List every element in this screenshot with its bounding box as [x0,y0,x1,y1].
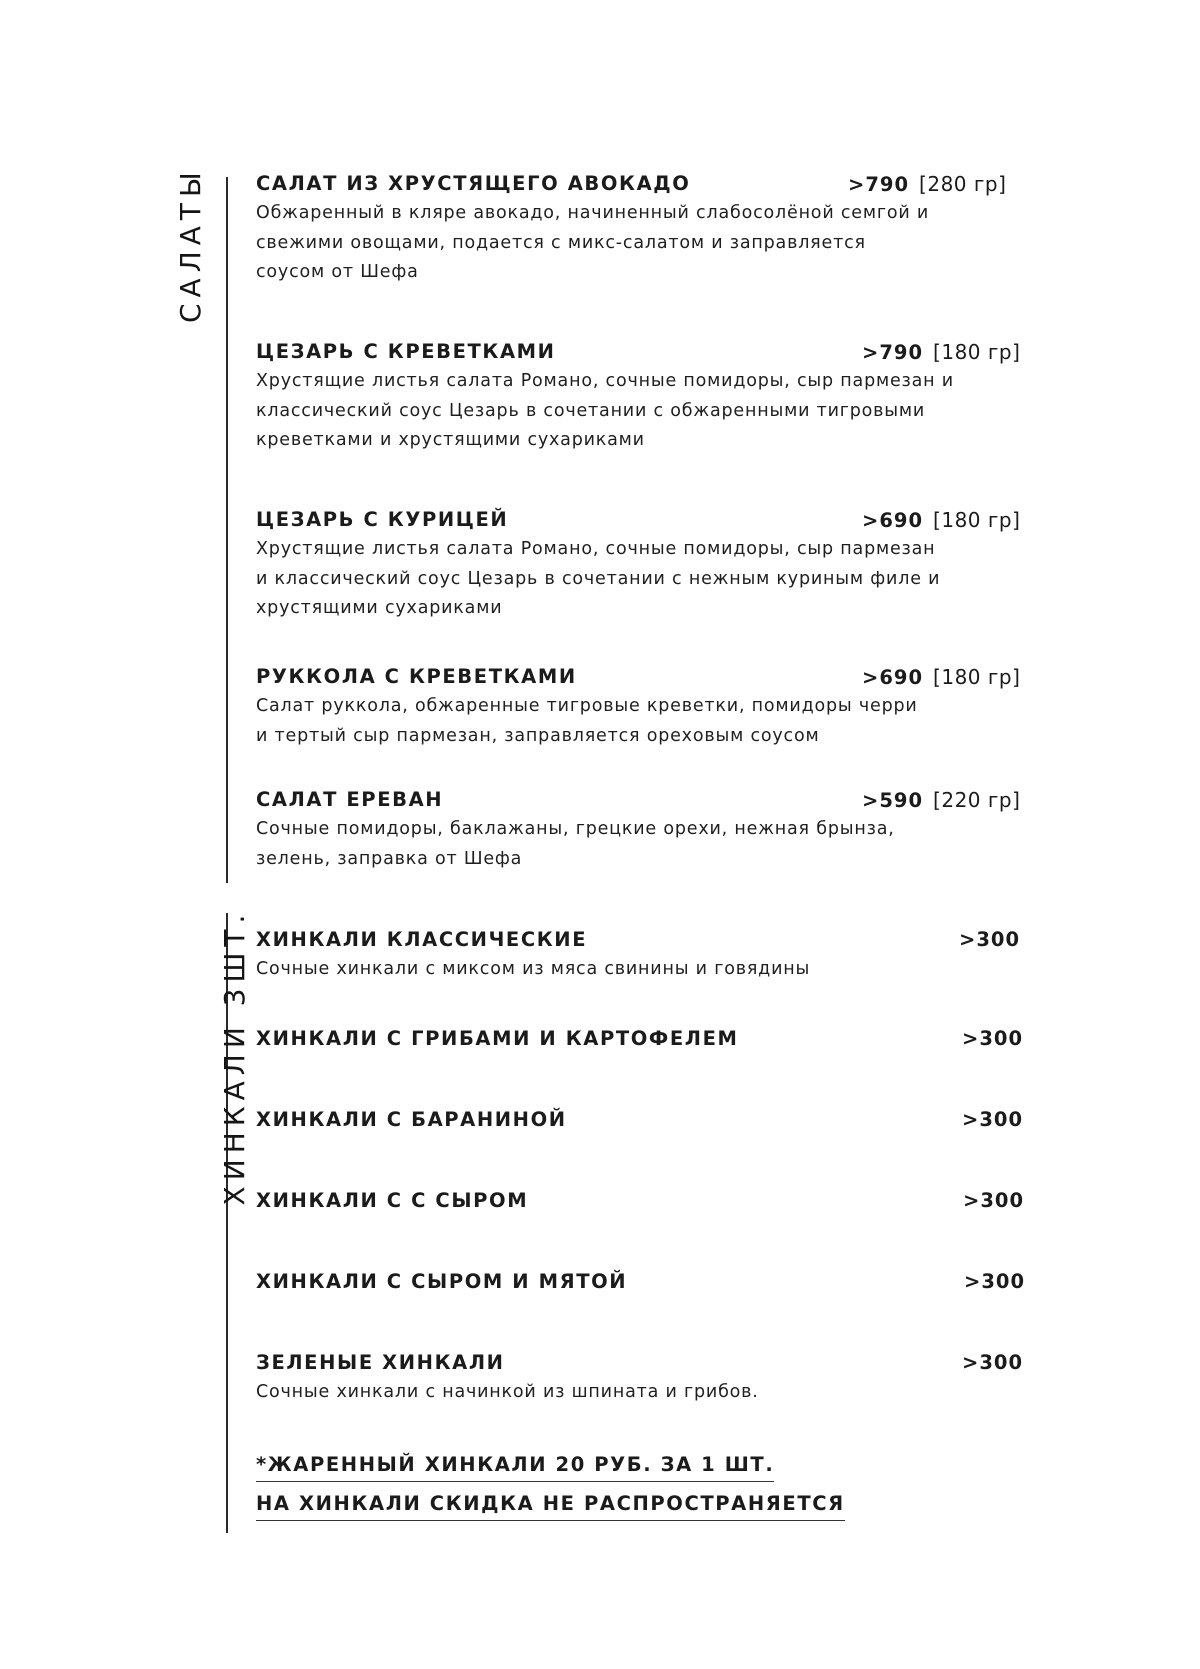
item-description [256,199,1016,288]
fried-khinkali-note: *ЖАРЕННЫЙ ХИНКАЛИ 20 РУБ. ЗА 1 ШТ. [256,1452,774,1482]
description-line: и классический соус Цезарь в сочетании с нежным куриным филе и [256,568,941,589]
item-description [256,692,1016,751]
item-name: ХИНКАЛИ С БАРАНИНОЙ [256,1108,567,1131]
item-weight: [280 гр] [919,172,1007,196]
item-price: >300 [962,1108,1024,1131]
description-line: зелень, заправка от Шефа [256,848,523,869]
item-name: ЦЕЗАРЬ С КРЕВЕТКАМИ [256,340,556,363]
item-price: >300 [963,1189,1025,1212]
item-weight: [180 гр] [933,665,1021,689]
item-description [256,815,1016,874]
menu-item [256,170,1016,288]
item-name: ЦЕЗАРЬ С КУРИЦЕЙ [256,508,509,531]
item-description [256,1378,1016,1408]
item-name: САЛАТ ЕРЕВАН [256,788,444,811]
item-name: ХИНКАЛИ КЛАССИЧЕСКИЕ [256,928,588,951]
item-name: ХИНКАЛИ С С СЫРОМ [256,1189,529,1212]
item-price: >790 [862,341,924,364]
description-line: и тертый сыр пармезан, заправляется ореховым соусом [256,725,820,746]
menu-item [256,1349,1024,1408]
item-description [256,535,1016,624]
description-line: соусом от Шефа [256,262,419,282]
description-line: Обжаренный в кляре авокадо, начиненный слабосолёной семгой и [256,203,930,223]
description-line: Хрустящие листья салата Романо, сочные помидоры, сыр пармезан и [256,371,954,391]
khinkali-section-title: ХИНКАЛИ 3ШТ. [218,908,251,1206]
item-price: >300 [959,928,1021,951]
menu-item [256,506,1021,624]
menu-item [256,1106,1024,1134]
item-price: >300 [962,1351,1024,1374]
item-price: >300 [964,1270,1026,1293]
item-price: >790 [848,173,910,196]
menu-item [256,1268,1026,1296]
item-price: >690 [862,509,924,532]
item-name: САЛАТ ИЗ ХРУСТЯЩЕГО АВОКАДО [256,172,691,195]
menu-item [256,338,1021,456]
item-description [256,955,1016,985]
item-name: РУККОЛА С КРЕВЕТКАМИ [256,665,577,688]
description-line: Сочные хинкали с начинкой из шпината и грибов. [256,1382,759,1402]
menu-item [256,926,1021,985]
description-line: креветками и хрустящими сухариками [256,430,645,450]
discount-note: НА ХИНКАЛИ СКИДКА НЕ РАСПРОСТРАНЯЕТСЯ [256,1491,845,1521]
menu-item [256,663,1021,751]
item-name: ЗЕЛЕНЫЕ ХИНКАЛИ [256,1351,505,1374]
item-weight: [180 гр] [933,508,1021,532]
item-weight: [220 гр] [933,788,1021,812]
description-line: классический соус Цезарь в сочетании с обжаренными тигровыми [256,400,926,421]
menu-item [256,1187,1025,1215]
salads-section-title: САЛАТЫ [174,166,207,323]
item-name: ХИНКАЛИ С ГРИБАМИ И КАРТОФЕЛЕМ [256,1027,739,1050]
description-line: Салат руккола, обжаренные тигровые креветки, помидоры черри [256,696,918,716]
item-weight: [180 гр] [933,340,1021,364]
menu-item [256,786,1021,874]
menu-item [256,1025,1024,1053]
description-line: Сочные хинкали с миксом из мяса свинины и говядины [256,959,811,979]
item-price: >590 [862,789,924,812]
item-description [256,367,1016,456]
item-name: ХИНКАЛИ С СЫРОМ И МЯТОЙ [256,1270,628,1293]
description-line: Сочные помидоры, баклажаны, грецкие орехи, нежная брынза, [256,819,895,839]
description-line: хрустящими сухариками [256,598,503,618]
item-price: >690 [862,666,924,689]
description-line: свежими овощами, подается с микс-салатом и заправляется [256,232,866,253]
description-line: Хрустящие листья салата Романо, сочные помидоры, сыр пармезан [256,539,936,559]
item-price: >300 [962,1027,1024,1050]
salads-section-divider [226,177,228,883]
